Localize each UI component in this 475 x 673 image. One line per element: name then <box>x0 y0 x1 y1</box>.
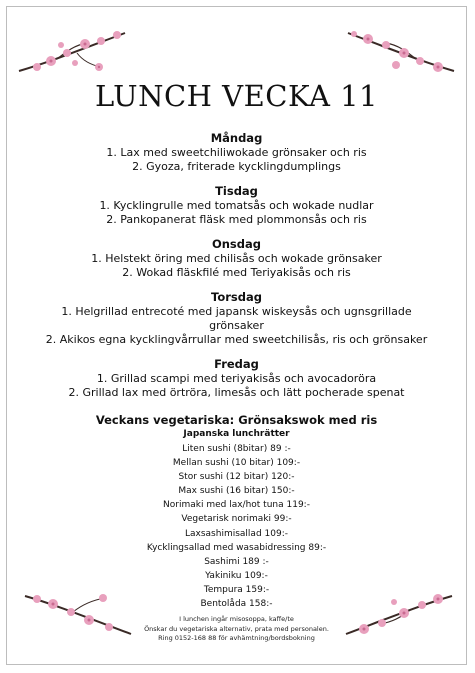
price-item: Yakiniku 109:- <box>205 570 268 581</box>
weekly-menu <box>7 131 466 428</box>
dish-item: 2. Akikos egna kycklingvårrullar med sweetchilisås, ris och grönsaker <box>45 333 428 346</box>
price-item: Norimaki med lax/hot tuna 119:- <box>163 500 310 511</box>
dish-item: 1. Grillad scampi med teriyakisås och avocadoröra <box>96 372 377 385</box>
day-monday <box>7 131 466 174</box>
day-tuesday <box>7 184 466 227</box>
price-item: Laxsashimisallad 109:- <box>185 528 288 539</box>
japanese-dishes <box>7 427 466 611</box>
day-name: Torsdag <box>211 290 262 304</box>
day-friday <box>7 357 466 400</box>
dish-item: 2. Wokad fläskfilé med Teriyakisås och ris <box>122 266 351 279</box>
dish-item: 2. Grillad lax med örtröra, limesås och lätt pocherade spenat <box>68 386 405 399</box>
footer-line: Ring 0152-168 88 för avhämtning/bordsbokning <box>158 634 315 642</box>
price-item: Mellan sushi (10 bitar) 109:- <box>172 458 301 469</box>
page-title: LUNCH VECKA 11 <box>94 79 379 113</box>
footer-line: I lunchen ingår misosoppa, kaffe/te <box>179 615 294 623</box>
day-name: Onsdag <box>211 237 262 251</box>
price-item: Max sushi (16 bitar) 150:- <box>178 486 295 497</box>
dish-item: 1. Helgrillad entrecoté med japansk wiskeysås och ugnsgrillade grönsaker <box>61 305 412 332</box>
cherry-blossom-branch-icon <box>17 23 127 83</box>
day-name: Fredag <box>214 357 259 371</box>
dish-item: 2. Pankopanerat fläsk med plommonsås och ris <box>106 213 367 226</box>
menu-sheet <box>6 6 467 665</box>
section-title: Japanska lunchrätter <box>183 429 290 439</box>
day-thursday <box>7 290 466 347</box>
dish-item: 2. Gyoza, friterade kycklingdumplings <box>132 160 341 173</box>
dish-item: 1. Kycklingrulle med tomatsås och wokade nudlar <box>99 199 374 212</box>
dish-item: 1. Lax med sweetchiliwokade grönsaker och ris <box>106 146 367 159</box>
day-wednesday <box>7 237 466 280</box>
price-item: Kycklingsallad med wasabidressing 89:- <box>146 542 327 553</box>
price-item: Liten sushi (8bitar) 89 :- <box>182 444 291 454</box>
day-name: Måndag <box>210 131 263 145</box>
price-item: Stor sushi (12 bitar) 120:- <box>178 472 295 483</box>
vegetarian-dish: Veckans vegetariska: Grönsakswok med ris <box>95 413 378 427</box>
price-item: Bentolåda 158:- <box>200 599 273 610</box>
price-item: Tempura 159:- <box>203 584 270 595</box>
cherry-blossom-branch-icon <box>346 23 456 83</box>
dish-item: 1. Helstekt öring med chilisås och wokade grönsaker <box>91 252 382 265</box>
price-item: Vegetarisk norimaki 99:- <box>181 514 292 525</box>
day-name: Tisdag <box>215 184 258 198</box>
footer-line: Önskar du vegetariska alternativ, prata med personalen. <box>144 624 329 633</box>
footer-notes <box>7 615 466 644</box>
price-item: Sashimi 189 :- <box>204 556 269 567</box>
